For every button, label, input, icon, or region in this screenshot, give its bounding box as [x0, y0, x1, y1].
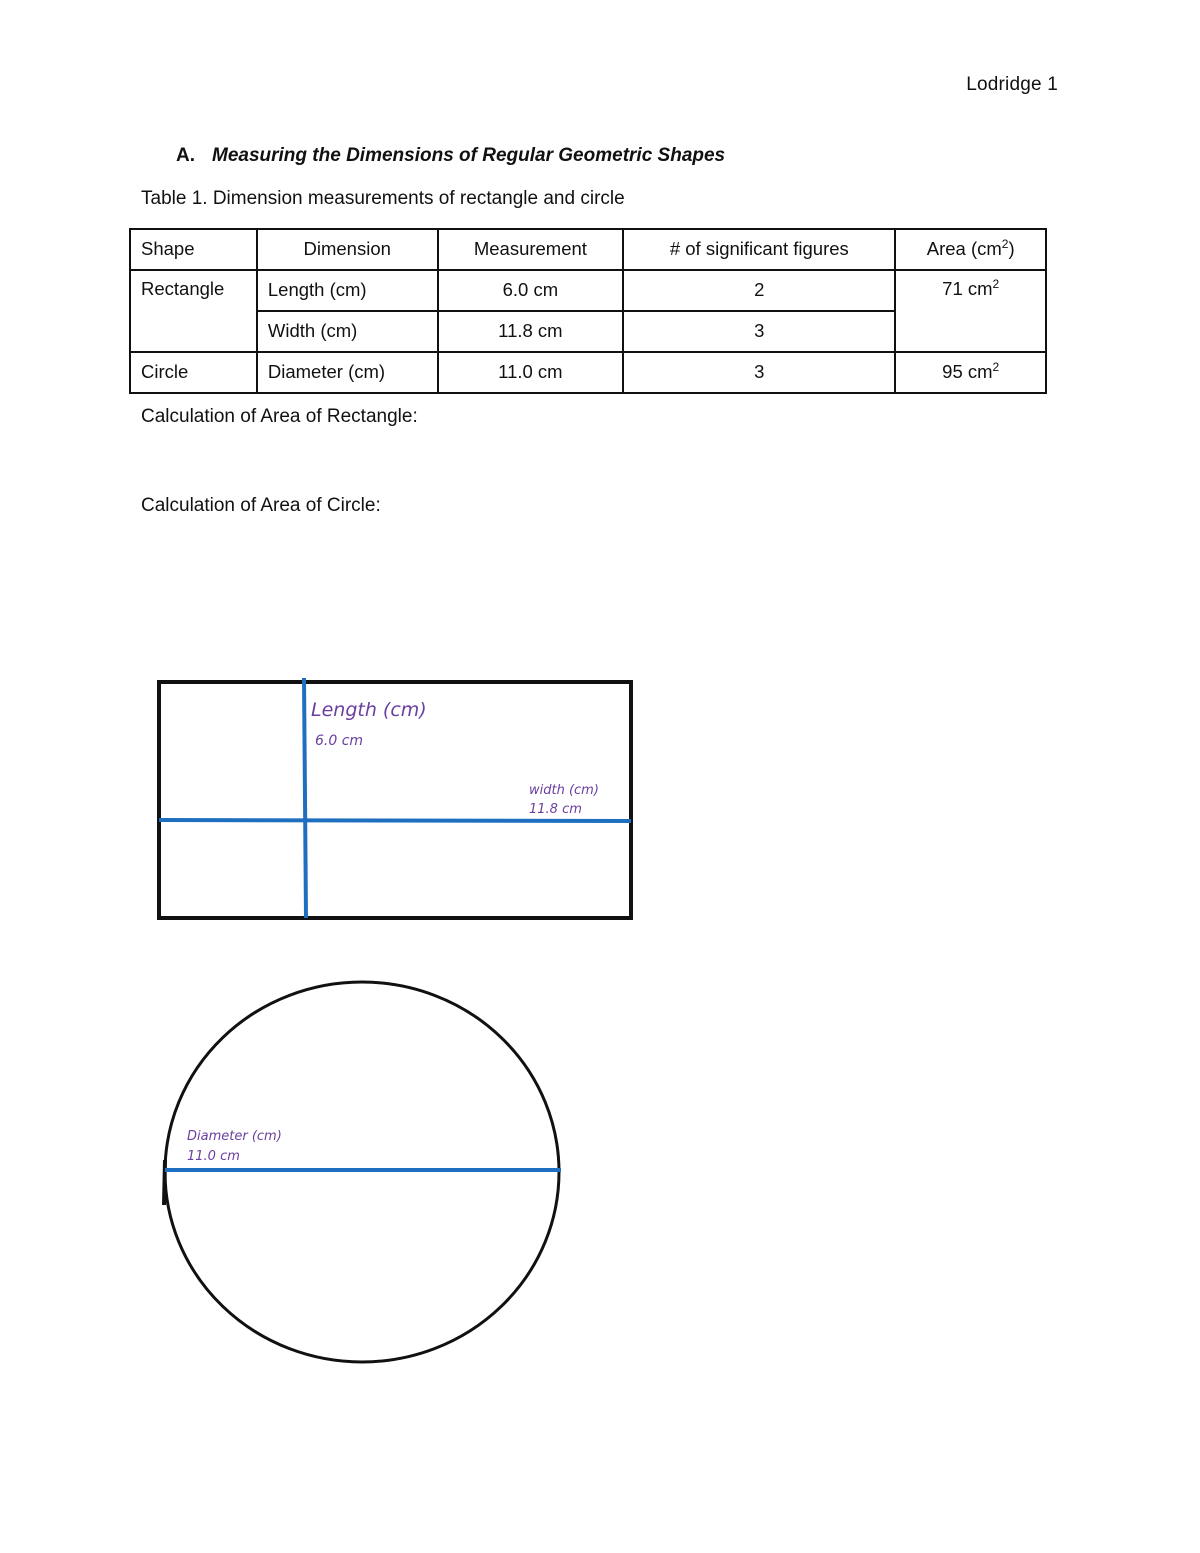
header-sig-figs: # of significant figures — [623, 229, 895, 270]
circle-calculation-label: Calculation of Area of Circle: — [141, 495, 381, 516]
rectangle-length-sig-figs: 2 — [623, 270, 895, 311]
handwritten-length-value: 6.0 cm — [315, 733, 364, 749]
rectangle-width-dimension: Width (cm) — [257, 311, 438, 352]
circle-area-value: 95 cm — [942, 361, 993, 383]
table-caption: Table 1. Dimension measurements of rectangle and circle — [141, 188, 625, 209]
rectangle-width-measurement: 11.8 cm — [438, 311, 624, 352]
header-area-exponent: 2 — [1001, 237, 1009, 252]
handwritten-length-label: Length (cm) — [311, 699, 427, 721]
rectangle-area-value: 71 cm — [942, 278, 993, 299]
circle-shape-cell: Circle — [130, 352, 257, 393]
rectangle-length-dimension: Length (cm) — [257, 270, 438, 311]
page-header: Lodridge 1 — [966, 74, 1058, 95]
circle-diameter-sig-figs: 3 — [623, 352, 895, 393]
circle-edge-mark — [164, 1160, 165, 1205]
handwritten-width-value: 11.8 cm — [529, 802, 582, 817]
header-measurement: Measurement — [438, 229, 624, 270]
handwritten-width-label: width (cm) — [529, 783, 599, 798]
rectangle-width-sig-figs: 3 — [623, 311, 895, 352]
section-letter: A. — [176, 145, 195, 166]
header-dimension: Dimension — [257, 229, 438, 270]
rectangle-calculation-label: Calculation of Area of Rectangle: — [141, 406, 418, 427]
circle-area-exponent: 2 — [992, 360, 1000, 375]
rectangle-width-line — [159, 820, 631, 821]
circle-diameter-measurement: 11.0 cm — [438, 352, 624, 393]
rectangle-length-measurement: 6.0 cm — [438, 270, 624, 311]
header-shape: Shape — [130, 229, 257, 270]
rectangle-area-exponent: 2 — [992, 276, 1000, 291]
handwritten-diameter-value: 11.0 cm — [187, 1149, 240, 1164]
circle-diameter-dimension: Diameter (cm) — [257, 352, 438, 393]
handwritten-diameter-label: Diameter (cm) — [187, 1129, 282, 1144]
rectangle-length-line — [304, 678, 306, 918]
header-area-suffix: ) — [1008, 238, 1015, 260]
header-area-prefix: Area (cm — [926, 238, 1002, 260]
section-title: Measuring the Dimensions of Regular Geometric Shapes — [212, 145, 726, 166]
rectangle-shape-cell: Rectangle — [130, 270, 257, 352]
